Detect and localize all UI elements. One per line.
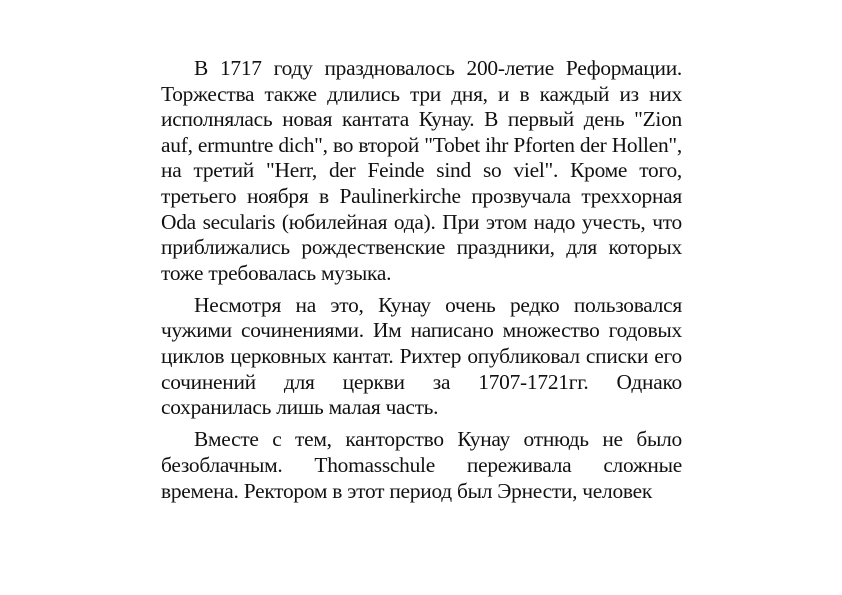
paragraph-reformation-jubilee: В 1717 году праздновалось 200-летие Реформации. Торжества также длились три дня, и в каждый из них исполнялась новая кантата Кунау. В первый день "Zion auf, ermuntre dich", во второй "Tobet ihr Pforten der Hollen", на третий "Herr, der Feinde sind so viel". Кроме того, третьего ноября в Paulinerkirche прозвучала трехxорная Oda secularis (юбилейная ода). При этом надо учесть, что приближались рождественские праздники, для которых тоже требовалась музыка. (161, 56, 682, 285)
document-page (161, 56, 682, 511)
paragraph-thomasschule: Вместе с тем, канторство Кунау отнюдь не было безоблачным. Thomasschule переживала сложные времена. Ректором в этот период был Эрнести, человек (161, 427, 682, 503)
paragraph-church-cantatas: Несмотря на это, Кунау очень редко пользовался чужими сочинениями. Им написано множество годовых циклов церковных кантат. Рихтер опубликовал списки его сочинений для церкви за 1707-1721гг. Однако сохранилась лишь малая часть. (161, 292, 682, 420)
